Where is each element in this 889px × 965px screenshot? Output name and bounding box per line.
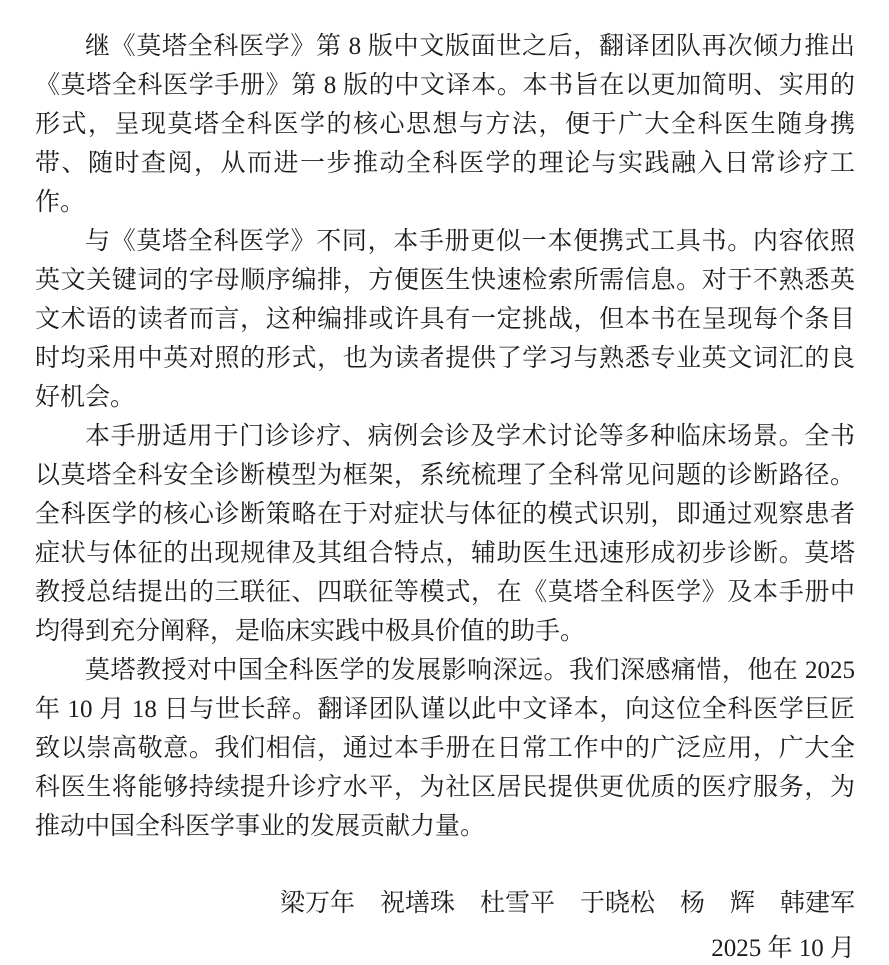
preface-paragraph-2: 与《莫塔全科医学》不同，本手册更似一本便携式工具书。内容依照英文关键词的字母顺序编排，方便医生快速检索所需信息。对于不熟悉英文术语的读者而言，这种编排或许具有一定挑战，但本书在呈现每个条目时均采用中英对照的形式，也为读者提供了学习与熟悉专业英文词汇的良好机会。	[35, 228, 855, 411]
signature-block	[35, 884, 855, 965]
preface-body	[35, 27, 855, 846]
preface-paragraph-1: 继《莫塔全科医学》第 8 版中文版面世之后，翻译团队再次倾力推出《莫塔全科医学手册》第 8 版的中文译本。本书旨在以更加简明、实用的形式，呈现莫塔全科医学的核心思想与方法，便于广大全科医生随身携带、随时查阅，从而进一步推动全科医学的理论与实践融入日常诊疗工作。	[35, 33, 855, 216]
signature-date: 2025 年 10 月	[711, 935, 855, 962]
translators-names: 梁万年 祝墡珠 杜雪平 于晓松 杨 辉 韩建军	[279, 890, 855, 917]
preface-paragraph-4: 莫塔教授对中国全科医学的发展影响深远。我们深感痛惜，他在 2025 年 10 月 18 日与世长辞。翻译团队谨以此中文译本，向这位全科医学巨匠致以崇高敬意。我们相信，通过本手册在日常工作中的广泛应用，广大全科医生将能够持续提升诊疗水平，为社区居民提供更优质的医疗服务，为推动中国全科医学事业的发展贡献力量。	[35, 657, 855, 840]
preface-paragraph-3: 本手册适用于门诊诊疗、病例会诊及学术讨论等多种临床场景。全书以莫塔全科安全诊断模型为框架，系统梳理了全科常见问题的诊断路径。全科医学的核心诊断策略在于对症状与体征的模式识别，即通过观察患者症状与体征的出现规律及其组合特点，辅助医生迅速形成初步诊断。莫塔教授总结提出的三联征、四联征等模式，在《莫塔全科医学》及本手册中均得到充分阐释，是临床实践中极具价值的助手。	[35, 423, 855, 645]
